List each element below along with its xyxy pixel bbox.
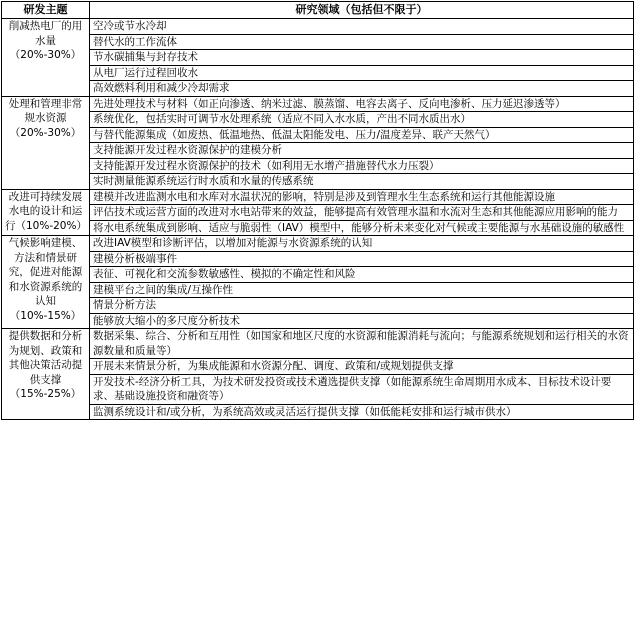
area-cell: 将水电系统集成到影响、适应与脆弱性（IAV）模型中，能够分析未来变化对气候或主要能源与水基础设施的敏感性 [90,220,634,236]
area-cell: 情景分析方法 [90,298,634,314]
table-row [2,81,634,97]
area-cell: 实时测量能源系统运行时水质和水量的传感系统 [90,174,634,190]
table-row [2,65,634,81]
table-row [2,19,634,35]
area-cell: 能够放大缩小的多尺度分析技术 [90,313,634,329]
table-row [2,236,634,252]
area-cell: 监测系统设计和/或分析，为系统高效或灵活运行提供支撑（如低能耗安排和运行城市供水） [90,404,634,420]
table-row [2,50,634,66]
header-topic: 研发主题 [2,2,90,19]
area-cell: 先进处理技术与材料（如正向渗透、纳米过滤、膜蒸馏、电容去离子、反向电渗析、压力延迟渗透等） [90,96,634,112]
table-row [2,158,634,174]
area-cell: 建模并改进监测水电和水库对水温状况的影响，特别是涉及到管理水生生态系统和运行其他能源设施 [90,189,634,205]
area-cell: 开发技术-经济分析工具，为技术研发投资或技术遴选提供支撑（如能源系统生命周期用水成本、目标技术设计要求、基础设施投资和融资等） [90,374,634,404]
table-row [2,313,634,329]
table-row [2,282,634,298]
area-cell: 节水碳捕集与封存技术 [90,50,634,66]
table-row [2,205,634,221]
area-cell: 空冷或节水冷却 [90,19,634,35]
table-row [2,298,634,314]
table-row [2,404,634,420]
table-row [2,359,634,375]
area-cell: 建模平台之间的集成/互操作性 [90,282,634,298]
topic-cell: 削减热电厂的用水量（20%-30%） [2,19,90,97]
area-cell: 支持能源开发过程水资源保护的建模分析 [90,143,634,159]
table-row [2,127,634,143]
table-row [2,96,634,112]
area-cell: 建模分析极端事件 [90,251,634,267]
table-row [2,220,634,236]
table-row [2,112,634,128]
header-row [2,2,634,19]
table-row [2,189,634,205]
area-cell: 数据采集、综合、分析和互用性（如国家和地区尺度的水资源和能源消耗与流向；与能源系统规划和运行相关的水资源数量和质量等） [90,329,634,359]
table-row [2,374,634,404]
area-cell: 替代水的工作流体 [90,34,634,50]
table-row [2,174,634,190]
table-row [2,329,634,359]
area-cell: 改进IAV模型和诊断评估，以增加对能源与水资源系统的认知 [90,236,634,252]
header-areas: 研究领域（包括但不限于） [90,2,634,19]
table-row [2,251,634,267]
area-cell: 高效燃料利用和减少冷却需求 [90,81,634,97]
topic-cell: 气候影响建模、方法和情景研究，促进对能源和水资源系统的认知（10%-15%） [2,236,90,329]
topic-cell: 处理和管理非常规水资源（20%-30%） [2,96,90,189]
area-cell: 与替代能源集成（如废热、低温地热、低温太阳能发电、压力/温度差异、联产天然气） [90,127,634,143]
area-cell: 从电厂运行过程回收水 [90,65,634,81]
area-cell: 评估技术或运营方面的改进对水电站带来的效益，能够提高有效管理水温和水流对生态和其他能源应用影响的能力 [90,205,634,221]
area-cell: 表征、可视化和交流参数敏感性、模拟的不确定性和风险 [90,267,634,283]
area-cell: 开展未来情景分析，为集成能源和水资源分配、调度、政策和/或规划提供支撑 [90,359,634,375]
research-table [1,1,634,420]
table-row [2,143,634,159]
topic-cell: 改进可持续发展水电的设计和运行（10%-20%） [2,189,90,236]
topic-cell: 提供数据和分析为规划、政策和其他决策活动提供支撑（15%-25%） [2,329,90,420]
area-cell: 支持能源开发过程水资源保护的技术（如利用无水增产措施替代水力压裂） [90,158,634,174]
table-row [2,34,634,50]
area-cell: 系统优化，包括实时可调节水处理系统（适应不同入水水质，产出不同水质出水） [90,112,634,128]
table-row [2,267,634,283]
